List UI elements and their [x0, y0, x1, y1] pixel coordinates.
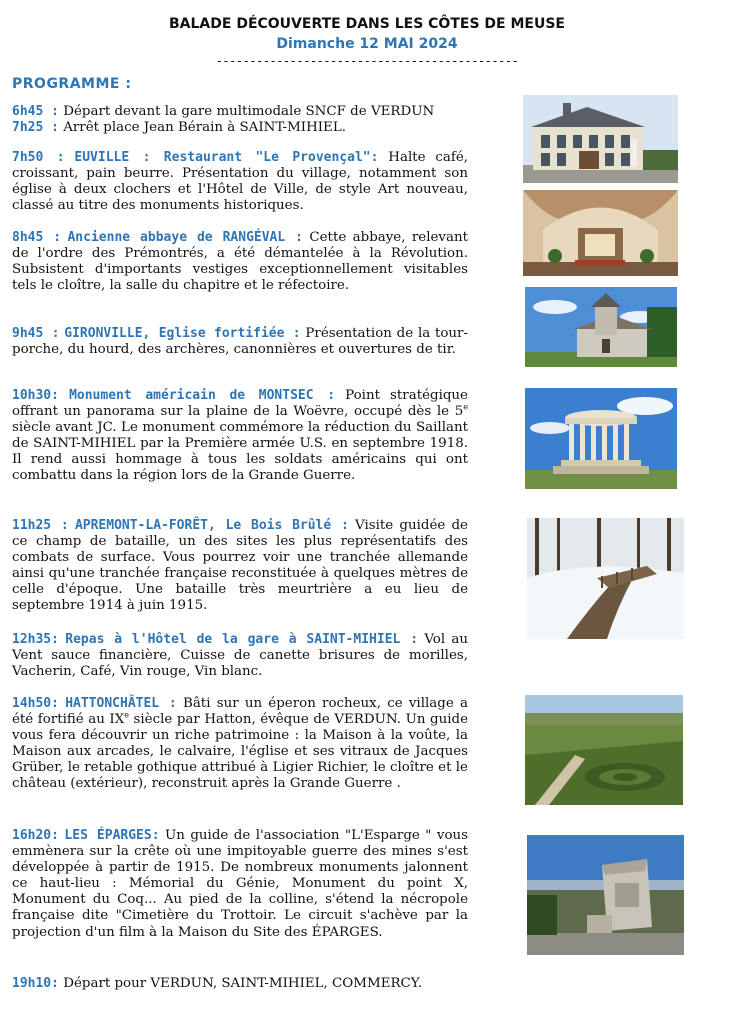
- item-place: Monument américain de MONTSEC :: [69, 388, 336, 403]
- event-date: Dimanche 12 MAI 2024: [276, 36, 458, 52]
- programme-item-eparges: [12, 828, 468, 941]
- item-text: Un guide de l'association "L'Esparge " vous emmènera sur la crête où une impitoyable guerre des mines s'est développée à partir de 1915. De nombreux monuments jalonnent ce haut-lieu : Mémorial du Génie, Monument du point X, Monument du Coq... Au pied de la colline, s'étend la nécropole française dite "Cimetière du Trottoir. Le circuit s'achève par la projection d'un film à la Maison du Site des ÉPARGES.: [12, 828, 469, 940]
- item-time: 12h35:: [12, 632, 59, 647]
- rangeval-abbey-vaulted-room-photo: [523, 190, 678, 276]
- programme-item-gironville: [12, 326, 468, 358]
- item-text: Arrêt place Jean Bérain à SAINT-MIHIEL.: [63, 120, 346, 136]
- item-time: 10h30:: [12, 388, 59, 403]
- item-text: Bâti sur un éperon rocheux, ce village a été fortifié au IX: [12, 696, 468, 728]
- programme-item-departure-verdun: [12, 104, 468, 136]
- programme-item-return: [12, 976, 468, 992]
- programme-item-rangeval: [12, 230, 468, 294]
- programme-heading: PROGRAMME :: [12, 76, 132, 92]
- item-time: 6h45 :: [12, 104, 59, 119]
- item-place: HATTONCHÂTEL :: [65, 696, 177, 711]
- montsec-american-monument-photo: [525, 388, 677, 489]
- programme-item-apremont: [12, 518, 468, 615]
- superscript: e: [124, 710, 129, 720]
- item-time: 11h25 :: [12, 518, 69, 533]
- item-time: 7h50 :: [12, 150, 65, 165]
- programme-item-lunch: [12, 632, 468, 680]
- item-time: 7h25 :: [12, 120, 59, 136]
- item-text: Point stratégique offrant un panorama sur la plaine de la Woëvre, occupé dès le 5: [12, 388, 468, 420]
- item-place: APREMONT-LA-FORÊT, Le Bois Brûlé :: [74, 518, 349, 533]
- programme-item-montsec: [12, 388, 468, 485]
- item-time: 14h50:: [12, 696, 59, 711]
- item-text: Départ pour VERDUN, SAINT-MIHIEL, COMMERCY.: [63, 976, 423, 991]
- gironville-fortified-church-photo: [525, 287, 677, 367]
- programme-line: [12, 104, 468, 120]
- item-text: Cette abbaye, relevant de l'ordre des Prémontrés, a été démantelée à la Révolution. Subsistent d'importants vestiges exceptionnellement visitables tels le cloître, la salle du chapitre et le réfectoire.: [12, 230, 468, 294]
- eparges-monument-photo: [527, 835, 684, 955]
- bois-brule-snowy-trench-photo: [527, 518, 684, 639]
- item-text: Visite guidée de ce champ de bataille, un des sites les plus représentatifs des combats de surface. Vous pourrez voir une tranchée allemande ainsi qu'une tranchée française reconstituée à quelques mètres de celle d'époque. Une bataille très meurtrière a eu lieu de septembre 1914 à juin 1915.: [12, 518, 468, 614]
- item-place: EUVILLE : Restaurant "Le Provençal":: [74, 150, 379, 165]
- item-text: Vol au Vent sauce financière, Cuisse de canette brisures de morilles, Vacherin, Café, Vin rouge, Vin blanc.: [12, 632, 469, 680]
- item-text: Présentation de la tour-porche, du hourd, des archères, canonnières et ouvertures de tir.: [12, 326, 468, 358]
- item-text: siècle par Hatton, évêque de VERDUN. Un guide vous fera découvrir un riche patrimoine : la Maison à la voûte, la Maison aux arcades, le calvaire, l'église et ses vitraux de Jacques Grüber, le retable gothique attribué à Ligier Richier, le cloître et le château (extérieur), reconstruit après la Grande Guerre .: [12, 712, 468, 792]
- programme-line: [12, 120, 468, 136]
- page-title: BALADE DÉCOUVERTE DANS LES CÔTES DE MEUSE: [169, 16, 565, 32]
- item-time: 19h10:: [12, 976, 59, 991]
- item-place: GIRONVILLE, Eglise fortifiée :: [64, 326, 301, 341]
- item-text: Halte café, croissant, pain beurre. Présentation du village, notamment son église à deux clochers et l'Hôtel de Ville, de style Art nouveau, classé au titre des monuments historiques.: [12, 150, 468, 214]
- superscript: e: [463, 402, 468, 412]
- item-place: Ancienne abbaye de RANGÉVAL :: [67, 230, 303, 245]
- separator-line: ---------------------------------------------: [215, 54, 519, 68]
- item-time: 16h20:: [12, 828, 59, 843]
- hattonchatel-castle-garden-photo: [525, 695, 683, 805]
- item-time: 9h45 :: [12, 326, 60, 341]
- programme-item-euville: [12, 150, 468, 214]
- item-text: Départ devant la gare multimodale SNCF de VERDUN: [63, 104, 435, 119]
- item-place: Repas à l'Hôtel de la gare à SAINT-MIHIEL :: [65, 632, 419, 647]
- item-place: LES ÉPARGES:: [64, 828, 160, 843]
- programme-item-hattonchatel: [12, 696, 468, 793]
- euville-town-hall-photo: [523, 95, 678, 183]
- item-text: siècle avant JC. Le monument commémore la réduction du Saillant de SAINT-MIHIEL par la Première armée U.S. en septembre 1918. Il rend aussi hommage à tous les soldats américains qui ont combattu dans la région lors de la Grande Guerre.: [12, 420, 468, 484]
- item-time: 8h45 :: [12, 230, 62, 245]
